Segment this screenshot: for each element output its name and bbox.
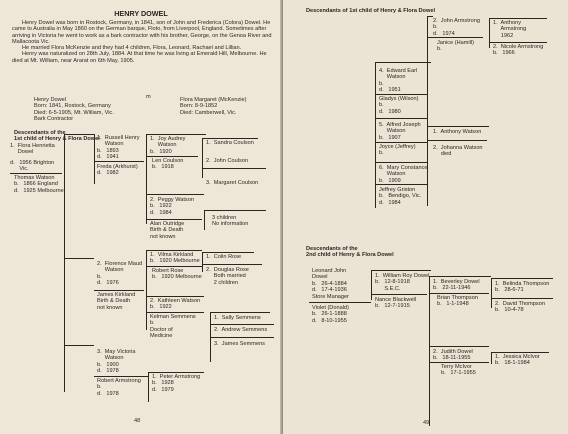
person-robert-armstrong: Robert Armstrong b. d. 1978 — [97, 378, 141, 397]
person-beverley-dowel: 1. Beverley Dowel b. 22-11-1946 — [433, 279, 480, 292]
person-len-coulson: Len Coulson b. 1918 — [152, 158, 184, 171]
tree-line — [427, 126, 489, 127]
person-nance-blackwell: Nance Blackwell b. 12-7-1915 — [375, 297, 417, 310]
person-johanna-watson: 2. Johanna Watson died — [433, 145, 483, 158]
tree-line — [146, 296, 204, 297]
person-edward-watson: 4. Edward Earl Watson b. d. 1951 — [379, 68, 418, 94]
tree-line — [146, 194, 204, 195]
intro-paragraph: He married Flora McKenzie and they had 4 children, Flora, Leonard, Rachael and Lillian. — [22, 45, 242, 52]
person-anthony-watson: 1. Anthony Watson — [433, 129, 482, 135]
person-leonard-dowel: Leonard John Dowel b. 26-4-1884 d. 17-4-1936 Store Manager — [312, 268, 350, 300]
person-colin-rose: 1. Colin Rose — [206, 254, 242, 260]
person-nicole-armstrong: 2. Nicole Armstrong b. 1966 — [493, 44, 544, 57]
tree-line — [427, 126, 428, 152]
person-flora-henrietta: 1. Flora Henrietta Dowel — [10, 143, 55, 156]
tree-line — [489, 18, 547, 19]
section-heading-2: Descendants of the 2nd child of Henry & Flora Dowel — [306, 246, 394, 259]
tree-line — [202, 168, 266, 169]
person-alfred-watson: 5. Alfred Joseph Watson b. 1907 — [379, 122, 421, 141]
person-peggy-watson: 2. Peggy Watson b. 1922 d. 1984 — [150, 197, 194, 216]
tree-line — [146, 250, 147, 330]
person-sandra-coulson: 1. Sandra Coulson — [206, 140, 254, 146]
person-peter-armstrong: 1. Peter Armstrong b. 1928 d. 1979 — [152, 374, 201, 393]
tree-line — [204, 210, 205, 230]
person-flora-mckenzie: Flora Margaret (McKenzie) Born: 8-9-1852 Died: Camberwell, Vic. — [180, 96, 247, 116]
tree-line — [210, 324, 274, 325]
tree-line — [210, 337, 274, 338]
spouse-line — [375, 94, 427, 95]
person-terry-mcivor: Terry McIvor b. 17-1-1955 — [441, 364, 476, 377]
spouse-line — [309, 302, 371, 303]
person-freda-arkhurst: Freda (Arkhurst) d. 1982 — [97, 164, 138, 177]
tree-line — [429, 276, 491, 277]
spouse-line — [371, 294, 427, 295]
person-john-coulson: 2. John Coulson — [206, 158, 248, 164]
spouse-line — [146, 219, 202, 220]
tree-line — [64, 258, 94, 259]
tree-line — [202, 252, 203, 272]
person-sally-semmens: 1. Sally Semmens — [214, 315, 261, 321]
tree-line — [64, 345, 94, 346]
tree-line — [489, 18, 490, 48]
tree-line — [491, 298, 553, 299]
tree-line — [146, 250, 202, 251]
tree-line — [371, 270, 372, 300]
page-number: 49 — [423, 420, 430, 426]
person-andrew-semmens: 2. Andrew Semmens — [214, 327, 268, 333]
tree-line — [489, 42, 547, 43]
person-flora-henrietta-death: d. 1956 Brighton Vic. — [10, 160, 55, 173]
tree-line — [491, 352, 549, 353]
spouse-line — [375, 142, 427, 143]
tree-line — [64, 134, 65, 392]
spouse-line — [94, 161, 144, 162]
spouse-line — [429, 293, 489, 294]
spouse-line — [427, 37, 483, 38]
person-florence-watson: 2. Florence Maud Watson b. d. 1976 — [97, 261, 143, 287]
tree-line — [375, 62, 431, 63]
person-thomas-watson: Thomas Watson b. 1866 England d. 1925 Melbourne — [14, 175, 64, 194]
person-russell-watson: 1. Russell Henry Watson b. 1893 d. 1941 — [97, 135, 140, 161]
person-william-dowel: 1. William Roy Dowel b. 12-8-1918 S.E.C. — [375, 273, 430, 292]
spouse-line — [375, 184, 427, 185]
person-james-kirkland: James Kirkland Birth & Death not known — [97, 292, 136, 311]
tree-line — [204, 210, 266, 211]
person-janice-hamill: Janice (Hamill) b. — [437, 40, 474, 53]
tree-line — [375, 118, 427, 119]
tree-line — [371, 270, 431, 271]
spouse-line — [429, 362, 489, 363]
person-joy-watson: 1. Joy Audrey Watson b. 1920 — [150, 136, 186, 155]
tree-line — [202, 252, 254, 253]
tree-line — [148, 372, 149, 402]
right-page — [283, 0, 568, 434]
tree-line — [427, 140, 487, 141]
married-label: m — [146, 94, 151, 100]
tree-line — [202, 138, 258, 139]
person-margaret-coulson: 3. Margaret Coulson — [206, 180, 259, 186]
person-judith-dowel: 2. Judith Dowel b. 18-11-1955 — [433, 349, 473, 362]
tree-line — [202, 138, 203, 178]
tree-line — [491, 352, 492, 364]
left-page — [0, 0, 282, 434]
person-alan-outridge: Alan Outridge Birth & Death not known — [150, 221, 185, 240]
spouse-line — [146, 266, 202, 267]
intro-text — [12, 20, 272, 64]
person-brian-thompson: Brian Thompson b. 1-1-1948 — [437, 295, 478, 308]
person-jeffrey-griston: Jeffrey Griston b. Bendigo, Vic. d. 1984 — [379, 187, 422, 206]
spouse-line — [94, 290, 144, 291]
tree-line — [375, 162, 427, 163]
person-belinda-thompson: 1. Belinda Thompson b. 28-6-71 — [495, 281, 550, 294]
tree-line — [375, 62, 376, 208]
section-heading: Descendants of the 1st child of Henry & Flora Dowel — [14, 129, 100, 143]
tree-line — [491, 278, 553, 279]
person-jessica-mcivor: 1. Jessica McIvor b. 18-1-1984 — [495, 354, 540, 367]
page-number: 48 — [134, 418, 141, 424]
tree-line — [94, 134, 95, 184]
tree-line — [210, 312, 270, 313]
intro-paragraph: Henry was naturalized on 28th July, 1884. At that time he was living at Emerald Hill, Melbourne. He died at Mt. William, near Ararat on 6th May, 1905. — [12, 51, 267, 64]
page-title: HENRY DOWEL — [114, 9, 168, 18]
tree-line — [148, 372, 204, 373]
tree-line — [429, 346, 489, 347]
tree-line — [146, 134, 206, 135]
tree-line — [146, 134, 147, 224]
tree-line — [64, 134, 94, 135]
person-violet-donald: Violet (Donald) b. 26-1-1888 d. 8-10-1955 — [312, 305, 349, 324]
tree-line — [429, 276, 430, 426]
person-james-semmens: 3. James Semmens — [214, 341, 265, 347]
person-vilma-kirkland: 1. Vilma Kirkland b. 1920 Melbourne — [150, 252, 200, 265]
person-robert-rose: Robert Rose b. 1920 Melbourne — [152, 268, 202, 281]
section-heading-1: Descendants of 1st child of Henry & Flora Dowel — [306, 8, 435, 14]
person-john-armstrong: 2. John Armstrong b. d. 1974 — [433, 18, 480, 37]
tree-line — [491, 278, 492, 308]
tree-line — [202, 264, 262, 265]
person-david-thompson: 2. David Thompson b. 10-4-78 — [495, 301, 545, 314]
person-kelman-semmens: Kelman Semmens b. Doctor of Medicine — [150, 314, 196, 340]
person-douglas-rose: 2. Douglas Rose Both married 2 children — [206, 267, 249, 286]
person-kathleen-watson: 2. Kathleen Watson b. 1922 — [150, 298, 201, 311]
spouse-line — [94, 376, 148, 377]
spouse-line — [146, 312, 204, 313]
spouse-line — [146, 156, 198, 157]
person-joyce-jeffrey: Joyce (Jeffrey) b. — [379, 144, 416, 157]
note-three-children: 3 children No information — [212, 215, 249, 228]
intro-paragraph: Henry Dowel was born in Rostock, Germany, in 1841, son of John and Frederica (Colora) Dowel. He came to Australia in May 1860 on the German barque, Floto, from Liverpool, England. Sometimes after arriving in Victoria he went to work as a bark contractor with his brother, George, on the Genoa River and Mallacoota Vic. — [12, 20, 272, 45]
tree-line — [427, 16, 433, 17]
person-mary-watson: 6. Mary Constance Watson b. 1909 — [379, 165, 428, 184]
person-gladys-wilson: Gladys (Wilson) b. d. 1980 — [379, 96, 419, 115]
spouse-line — [10, 173, 62, 174]
person-anthony-armstrong: 1. Anthony Armstrong 1962 — [493, 20, 527, 39]
person-henry: Henry Dowel Born: 1841, Rostock, Germany Died: 6-5-1905, Mt. William, Vic. Bark Contractor — [34, 96, 114, 123]
person-may-watson: 3. May Victoria Watson b. 1900 d. 1978 — [97, 349, 136, 375]
